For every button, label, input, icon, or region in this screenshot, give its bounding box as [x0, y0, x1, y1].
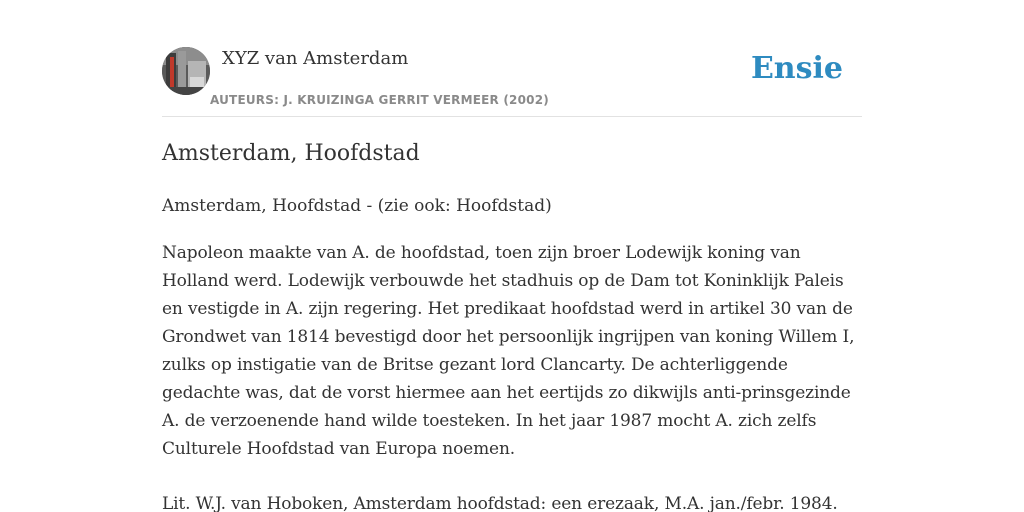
entry-subtitle: Amsterdam, Hoofdstad - (zie ook: Hoofdstad) [162, 196, 552, 216]
body-line: Culturele Hoofdstad van Europa noemen. [162, 439, 516, 459]
body-line: Holland werd. Lodewijk verbouwde het stadhuis op de Dam tot Koninklijk Paleis [162, 271, 844, 291]
authors-line: AUTEURS: J. KRUIZINGA GERRIT VERMEER (2002) [210, 93, 549, 107]
body-line: en vestigde in A. zijn regering. Het predikaat hoofdstad werd in artikel 30 van de [162, 299, 853, 319]
body-line: gedachte was, dat de vorst hiermee aan het eertijds zo dikwijls anti-prinsgezinde [162, 383, 851, 403]
page-header [162, 44, 862, 117]
book-cover-avatar[interactable] [162, 47, 210, 95]
literature-reference: Lit. W.J. van Hoboken, Amsterdam hoofdstad: een erezaak, M.A. jan./febr. 1984. [162, 494, 838, 512]
body-line: Grondwet van 1814 bevestigd door het persoonlijk ingrijpen van koning Willem I, [162, 327, 855, 347]
ensie-logo[interactable]: Ensie [750, 51, 843, 86]
body-line: zulks op instigatie van de Britse gezant lord Clancarty. De achterliggende [162, 355, 788, 375]
book-title[interactable]: XYZ van Amsterdam [222, 48, 409, 69]
entry-title: Amsterdam, Hoofdstad [162, 141, 420, 166]
body-line: Napoleon maakte van A. de hoofdstad, toen zijn broer Lodewijk koning van [162, 243, 801, 263]
body-line: A. de verzoenende hand wilde toesteken. In het jaar 1987 mocht A. zich zelfs [162, 411, 817, 431]
entry-body [162, 239, 867, 463]
book-cover-icon [162, 47, 210, 95]
